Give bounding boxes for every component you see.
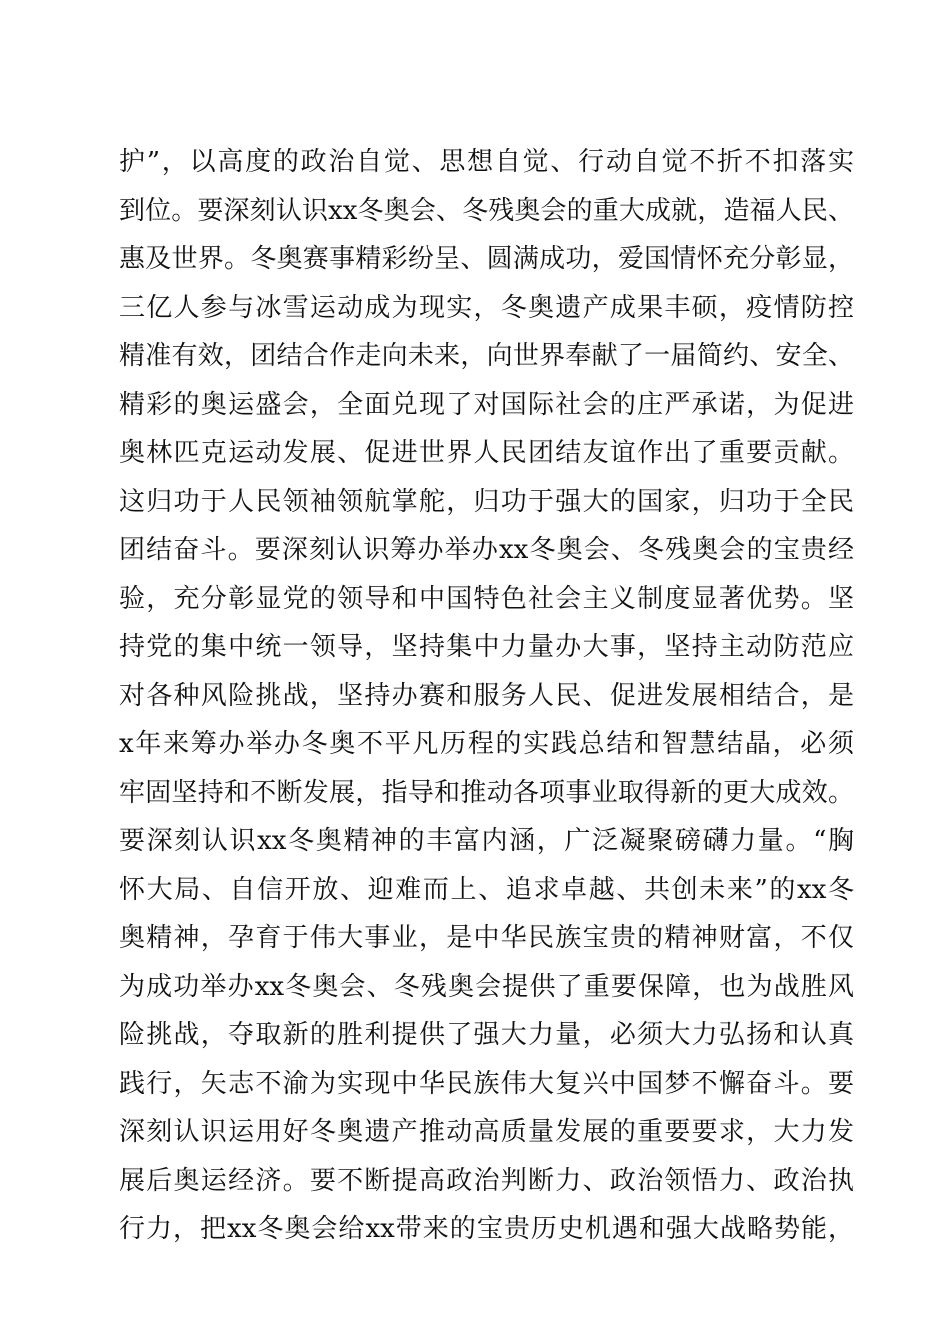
text-line: 精准有效，团结合作走向未来，向世界奉献了一届简约、安全、 [119, 341, 854, 371]
text-line: 护”，以高度的政治自觉、思想自觉、行动自觉不折不扣落实 [119, 147, 854, 177]
text-line: 这归功于人民领袖领航掌舵，归功于强大的国家，归功于全民 [119, 486, 854, 517]
text-line: 奥林匹克运动发展、促进世界人民团结友谊作出了重要贡献。 [119, 438, 854, 468]
text-line: 到位。要深刻认识xx冬奥会、冬残奥会的重大成就，造福人民、 [119, 195, 854, 226]
text-line: 持党的集中统一领导，坚持集中力量办大事，坚持主动防范应 [119, 632, 854, 662]
text-line: 深刻认识运用好冬奥遗产推动高质量发展的重要要求，大力发 [119, 1117, 854, 1147]
text-line: 怀大局、自信开放、迎难而上、追求卓越、共创未来”的xx冬 [119, 874, 854, 905]
text-line: 为成功举办xx冬奥会、冬残奥会提供了重要保障，也为战胜风 [119, 971, 854, 1002]
text-line: x年来筹办举办冬奥不平凡历程的实践总结和智慧结晶，必须 [119, 729, 854, 759]
text-line: 团结奋斗。要深刻认识筹办举办xx冬奥会、冬残奥会的宝贵经 [119, 535, 854, 565]
text-line: 惠及世界。冬奥赛事精彩纷呈、圆满成功，爱国情怀充分彰显， [119, 244, 854, 274]
text-line: 险挑战，夺取新的胜利提供了强大力量，必须大力弘扬和认真 [119, 1020, 854, 1050]
text-line: 践行，矢志不渝为实现中华民族伟大复兴中国梦不懈奋斗。要 [119, 1068, 854, 1099]
text-line: 验，充分彰显党的领导和中国特色社会主义制度显著优势。坚 [119, 583, 854, 614]
text-line: 展后奥运经济。要不断提高政治判断力、政治领悟力、政治执 [119, 1165, 854, 1196]
text-line: 精彩的奥运盛会，全面兑现了对国际社会的庄严承诺，为促进 [119, 389, 854, 420]
body-text [119, 138, 854, 1254]
text-line: 牢固坚持和不断发展，指导和推动各项事业取得新的更大成效。 [119, 777, 854, 808]
text-line: 奥精神，孕育于伟大事业，是中华民族宝贵的精神财富，不仅 [119, 923, 854, 953]
text-line: 要深刻认识xx冬奥精神的丰富内涵，广泛凝聚磅礴力量。“胸 [119, 826, 854, 856]
text-line: 三亿人参与冰雪运动成为现实，冬奥遗产成果丰硕，疫情防控 [119, 292, 854, 323]
text-line: 对各种风险挑战，坚持办赛和服务人民、促进发展相结合，是 [119, 680, 854, 711]
text-line: 行力，把xx冬奥会给xx带来的宝贵历史机遇和强大战略势能， [119, 1214, 854, 1244]
